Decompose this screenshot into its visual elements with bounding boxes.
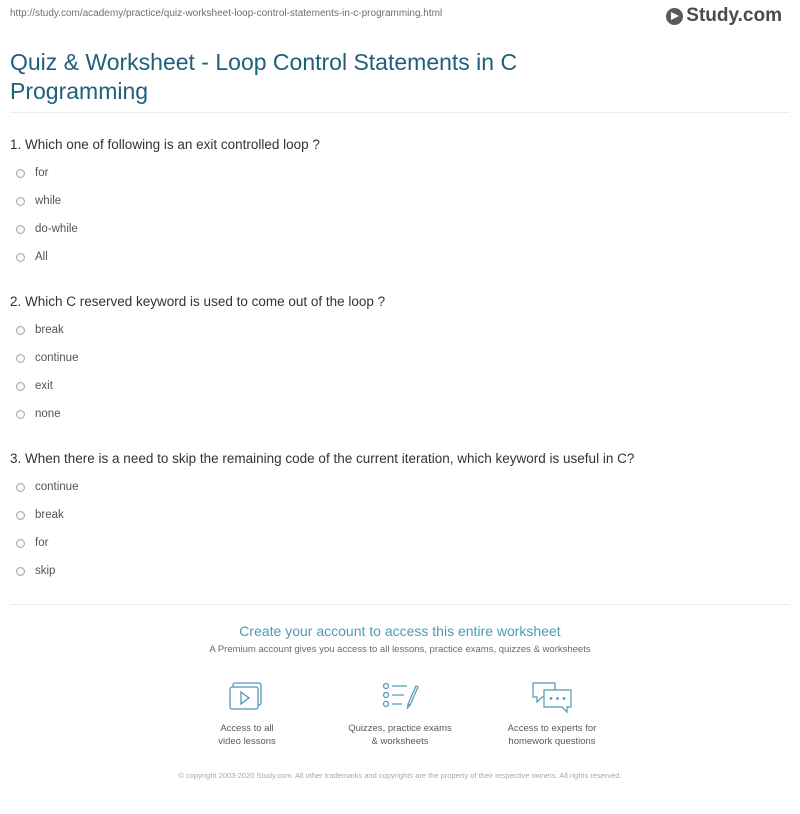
option-q1-a[interactable] <box>16 167 48 179</box>
option-q2-d[interactable] <box>16 408 61 420</box>
feature-label: Access to all video lessons <box>218 723 276 747</box>
option-label: continue <box>35 352 79 364</box>
option-label: exit <box>35 380 53 392</box>
feature-experts <box>477 680 627 748</box>
radio-button[interactable] <box>16 483 25 492</box>
feature-label: Access to experts for homework questions <box>507 723 597 747</box>
option-q3-b[interactable] <box>16 509 64 521</box>
radio-button[interactable] <box>16 410 25 419</box>
radio-button[interactable] <box>16 567 25 576</box>
option-q1-b[interactable] <box>16 195 61 207</box>
radio-button[interactable] <box>16 253 25 262</box>
question-1: 1. Which one of following is an exit controlled loop ? <box>10 137 320 152</box>
question-2: 2. Which C reserved keyword is used to come out of the loop ? <box>10 294 386 309</box>
option-label: none <box>35 408 61 420</box>
option-q3-c[interactable] <box>16 537 48 549</box>
logo-text: Study.com <box>686 5 782 26</box>
option-label: skip <box>35 565 56 577</box>
option-q2-b[interactable] <box>16 352 78 364</box>
option-label: All <box>35 251 48 263</box>
option-q3-d[interactable] <box>16 565 55 577</box>
option-q1-c[interactable] <box>16 223 78 235</box>
option-label: break <box>35 324 64 336</box>
radio-button[interactable] <box>16 326 25 335</box>
feature-quizzes <box>325 680 475 748</box>
radio-button[interactable] <box>16 169 25 178</box>
video-lesson-icon <box>228 680 266 714</box>
radio-button[interactable] <box>16 382 25 391</box>
chat-bubbles-icon <box>530 680 574 714</box>
quiz-checklist-icon <box>380 680 420 714</box>
radio-button[interactable] <box>16 539 25 548</box>
option-label: while <box>35 195 62 207</box>
feature-label: Quizzes, practice exams & worksheets <box>348 723 452 747</box>
radio-button[interactable] <box>16 225 25 234</box>
radio-button[interactable] <box>16 511 25 520</box>
page-url: http://study.com/academy/practice/quiz-worksheet-loop-control-statements-in-c-programming.html <box>10 8 443 19</box>
divider <box>10 604 790 605</box>
option-q3-a[interactable] <box>16 481 78 493</box>
option-q1-d[interactable] <box>16 251 48 263</box>
page-title: Quiz & Worksheet - Loop Control Statements in C Programming <box>10 49 518 104</box>
copyright-notice: © copyright 2003-2020 Study.com. All other trademarks and copyrights are the property of their respective owners. All rights reserved. <box>178 771 622 780</box>
divider <box>10 112 790 113</box>
radio-button[interactable] <box>16 354 25 363</box>
option-label: continue <box>35 481 79 493</box>
create-account-link[interactable]: Create your account to access this entire worksheet <box>239 623 561 639</box>
play-logo-icon <box>666 8 683 25</box>
option-q2-a[interactable] <box>16 324 64 336</box>
option-label: do-while <box>35 223 78 235</box>
promo-subheading: A Premium account gives you access to all lessons, practice exams, quizzes & worksheets <box>209 644 591 655</box>
radio-button[interactable] <box>16 197 25 206</box>
option-q2-c[interactable] <box>16 380 53 392</box>
option-label: for <box>35 537 49 549</box>
option-label: break <box>35 509 64 521</box>
option-label: for <box>35 167 49 179</box>
question-3: 3. When there is a need to skip the remaining code of the current iteration, which keyword is useful in C? <box>10 451 635 466</box>
feature-video-lessons <box>172 680 322 748</box>
study-logo[interactable] <box>666 5 782 27</box>
